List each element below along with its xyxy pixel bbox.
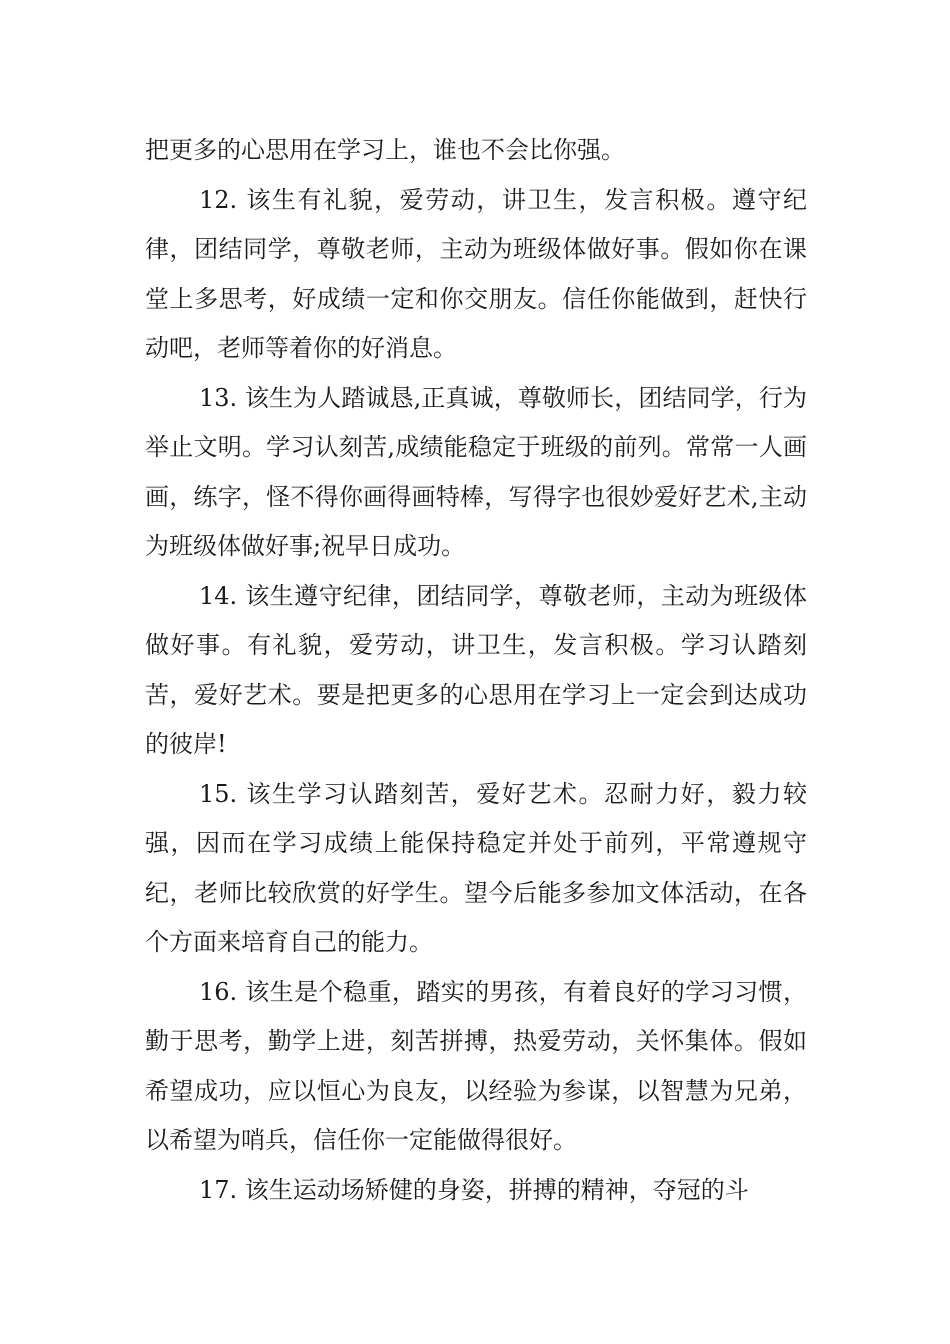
paragraph-14: 14. 该生遵守纪律，团结同学，尊敬老师，主动为班级体做好事。有礼貌，爱劳动，讲卫生，发言积极。学习认踏刻苦，爱好艺术。要是把更多的心思用在学习上一定会到达成功的彼岸!	[145, 581, 807, 758]
document-body	[145, 126, 807, 1215]
paragraph-12: 12. 该生有礼貌，爱劳动，讲卫生，发言积极。遵守纪律，团结同学，尊敬老师，主动为班级体做好事。假如你在课堂上多思考，好成绩一定和你交朋友。信任你能做到，赶快行动吧，老师等着你的好消息。	[145, 185, 807, 362]
paragraph-16: 16. 该生是个稳重，踏实的男孩，有着良好的学习习惯，勤于思考，勤学上进，刻苦拼搏，热爱劳动，关怀集体。假如希望成功，应以恒心为良友，以经验为参谋，以智慧为兄弟，以希望为哨兵，信任你一定能做得很好。	[145, 977, 807, 1154]
paragraph-13: 13. 该生为人踏诚恳,正真诚，尊敬师长，团结同学，行为举止文明。学习认刻苦,成绩能稳定于班级的前列。常常一人画画，练字，怪不得你画得画特棒，写得字也很妙爱好艺术,主动为班级体做好事;祝早日成功。	[145, 383, 807, 560]
paragraph-15: 15. 该生学习认踏刻苦，爱好艺术。忍耐力好，毅力较强，因而在学习成绩上能保持稳定并处于前列，平常遵规守纪，老师比较欣赏的好学生。望今后能多参加文体活动，在各个方面来培育自己的能力。	[145, 779, 807, 956]
paragraph-continuation: 把更多的心思用在学习上，谁也不会比你强。	[145, 136, 625, 164]
paragraph-17: 17. 该生运动场矫健的身姿，拼搏的精神，夺冠的斗	[199, 1175, 749, 1204]
